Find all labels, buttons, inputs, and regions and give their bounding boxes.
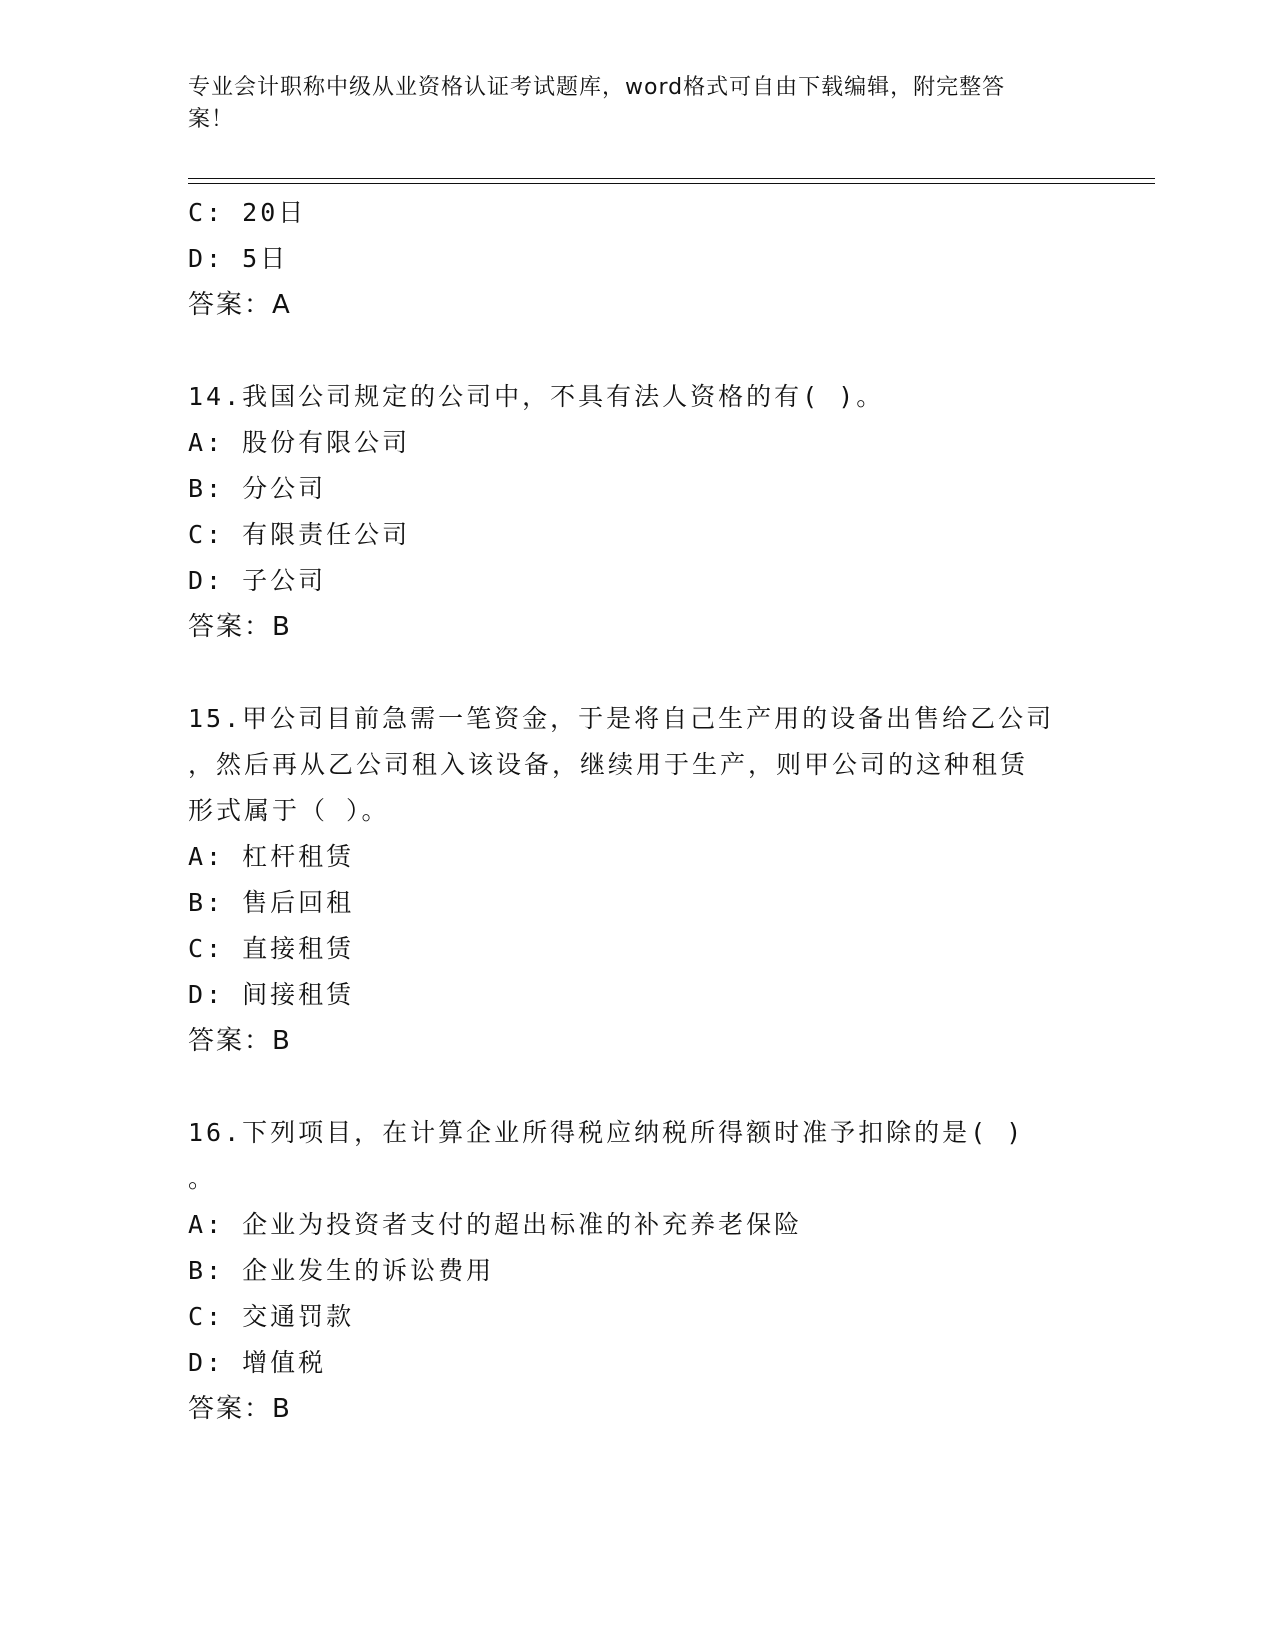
option-b: B: 分公司: [188, 474, 327, 503]
option-c: C: 直接租赁: [188, 934, 355, 963]
question-stem: 15.甲公司目前急需一笔资金，于是将自己生产用的设备出售给乙公司: [188, 704, 1055, 733]
option-d: D: 子公司: [188, 566, 327, 595]
option-a: A: 股份有限公司: [188, 428, 411, 457]
option-d: D: 间接租赁: [188, 980, 355, 1009]
option-c: C: 有限责任公司: [188, 520, 411, 549]
option-d: D: 增值税: [188, 1348, 327, 1377]
question-stem: 形式属于（ ）。: [188, 796, 390, 825]
question-15: [188, 696, 1088, 1064]
question-stem: 14.我国公司规定的公司中，不具有法人资格的有( )。: [188, 382, 885, 411]
option-b: B: 企业发生的诉讼费用: [188, 1256, 495, 1285]
header-rule-bottom: [188, 183, 1155, 184]
spacer: [188, 328, 1088, 374]
question-14: [188, 374, 1088, 650]
answer-line: 答案：A: [188, 290, 292, 320]
option-c: C: 交通罚款: [188, 1302, 355, 1331]
question-content: [188, 190, 1088, 1432]
spacer: [188, 650, 1088, 696]
option-a: A: 杠杆租赁: [188, 842, 355, 871]
header-rule-top: [188, 178, 1155, 179]
answer-line: 答案：B: [188, 1394, 292, 1424]
document-header: [188, 72, 1068, 136]
answer-line: 答案：B: [188, 612, 292, 642]
option-a: A: 企业为投资者支付的超出标准的补充养老保险: [188, 1210, 803, 1239]
previous-question-tail: [188, 190, 1088, 328]
header-line-1: 专业会计职称中级从业资格认证考试题库，word格式可自由下载编辑，附完整答: [188, 75, 1006, 100]
question-stem: 16.下列项目，在计算企业所得税应纳税所得额时准予扣除的是( ): [188, 1118, 1025, 1147]
option-d: D: 5日: [188, 244, 289, 273]
question-stem: 。: [188, 1164, 217, 1193]
question-stem: ，然后再从乙公司租入该设备，继续用于生产，则甲公司的这种租赁: [188, 750, 1029, 779]
spacer: [188, 1064, 1088, 1110]
question-16: [188, 1110, 1088, 1432]
header-line-2: 案！: [188, 107, 235, 132]
option-b: B: 售后回租: [188, 888, 355, 917]
answer-line: 答案：B: [188, 1026, 292, 1056]
option-c: C: 20日: [188, 198, 307, 227]
